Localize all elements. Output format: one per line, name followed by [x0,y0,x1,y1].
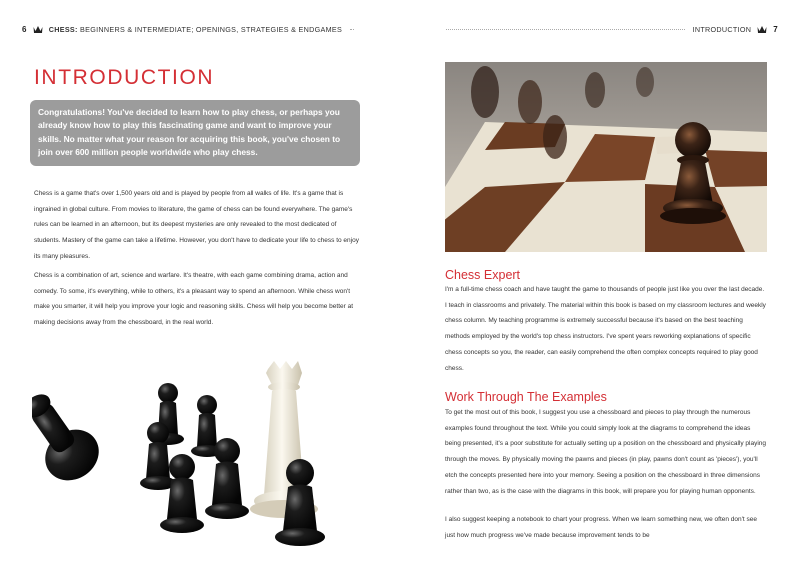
running-header-left [22,25,362,34]
header-rule [446,29,685,30]
header-rule [350,29,354,30]
right-page [400,0,800,575]
paragraph-2: Chess is a combination of art, science and warfare. It's theatre, with each game combining drama, action and comedy. To some, it's everything, while to others, it's a pleasant way to spend an afternoon. While chess won't make you smarter, it will help you improve your logic and reasoning skills. Chess will help you become better at making decisions away from the chessboard, in the real world. [34,272,354,327]
section-2-text-b: I also suggest keeping a notebook to chart your progress. When we learn something new, we often don't see just how much progress we've made because improvement tends to be [445,516,757,539]
running-header-bold: CHESS: [48,25,78,34]
running-header-rest: BEGINNERS & INTERMEDIATE; OPENINGS, STRATEGIES & ENDGAMES [80,25,343,34]
section-2-text: To get the most out of this book, I suggest you use a chessboard and pieces to play through the numerous examples found throughout the text. While you could simply look at the diagrams to comprehend the ideas being presented, it's a poor substitute for actually setting up a position on the chessboard and physically playing through the moves. By physically moving the pawns and pieces (in play, pawns don't count as 'pieces'), you'll etch the concepts presented here into your memory. Seeing a position on the chessboard in three dimensions rather than two, as is the case with the diagrams in this book, will prepare you for playing human opponents. [445,409,767,495]
running-header-title-right: INTRODUCTION [692,25,752,34]
running-header-title-left [49,25,342,34]
page-number-left: 6 [22,25,27,34]
section-1-text: I'm a full-time chess coach and have taught the game to thousands of people just like you over the last decade. I teach in classrooms and privately. The material within this book is based on my classroom lectures and weekly chess column. My teaching programme is extremely successful because it's based on the best teaching methods employed by the world's top chess instructors. I've spent years reworking explanations of specific chess concepts so you, the reader, can easily comprehend the often complex concepts required to play good chess. [445,286,766,372]
paragraph-1: Chess is a game that's over 1,500 years old and is played by people from all walks of life. It's a game that is ingrained in global culture. From movies to literature, the game of chess can be found everywhere. The game's rules can be learned in an afternoon, but its deepest mysteries are only revealed to the most dedicated of students. Mastery of the game can take a lifetime. However, you don't have to dedicate your life to chess to enjoy its many pleasures. [34,190,359,260]
running-header-right [438,25,778,34]
crown-icon [757,25,767,34]
chessboard-photo [445,62,767,252]
section-heading-chess-expert: Chess Expert [445,268,521,282]
crown-icon [33,25,43,34]
page-number-right: 7 [773,25,778,34]
page-title: INTRODUCTION [34,66,215,89]
chess-pieces-illustration [32,355,362,560]
fallen-knight [32,382,109,491]
intro-callout: Congratulations! You've decided to learn how to play chess, or perhaps you already know how to play this fascinating game and want to improve your skills. No matter what your reason for acquiring this book, you've chosen to join over 600 million people worldwide who play chess. [30,100,360,166]
section-heading-work-through: Work Through The Examples [445,390,607,404]
